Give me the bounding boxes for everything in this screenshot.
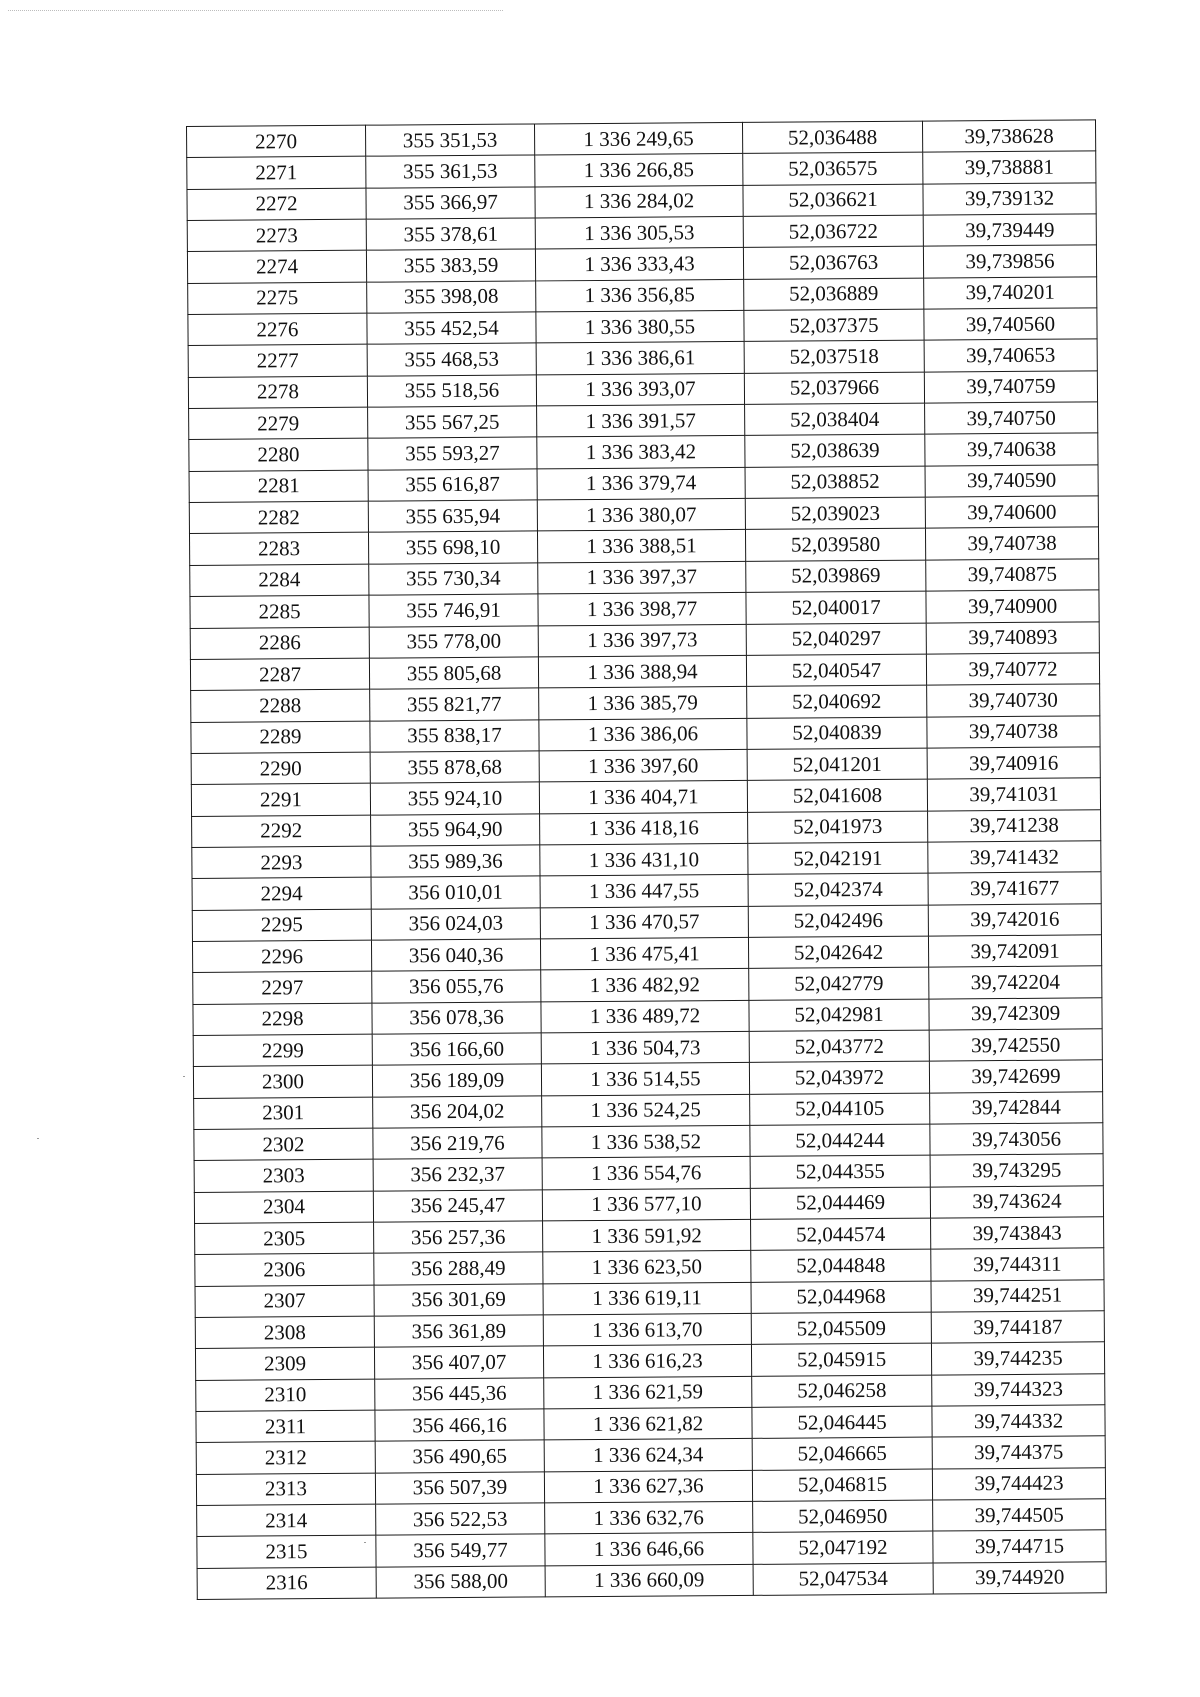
y-coordinate-cell: 1 336 397,37 (538, 561, 746, 594)
x-coordinate-cell: 356 024,03 (371, 908, 540, 941)
latitude-cell: 52,038852 (745, 466, 925, 499)
point-number-cell: 2286 (190, 627, 369, 660)
y-coordinate-cell: 1 336 577,10 (542, 1188, 750, 1221)
longitude-cell: 39,744251 (931, 1280, 1104, 1313)
point-number-cell: 2303 (194, 1160, 373, 1193)
latitude-cell: 52,040297 (746, 623, 926, 656)
point-number-cell: 2291 (191, 783, 370, 816)
longitude-cell: 39,738628 (922, 120, 1095, 153)
latitude-cell: 52,046665 (752, 1438, 932, 1471)
x-coordinate-cell: 355 838,17 (370, 719, 539, 752)
longitude-cell: 39,741677 (928, 872, 1101, 905)
latitude-cell: 52,036763 (743, 246, 923, 279)
y-coordinate-cell: 1 336 627,36 (544, 1470, 752, 1503)
point-number-cell: 2293 (192, 846, 371, 879)
latitude-cell: 52,038404 (745, 403, 925, 436)
scan-header-artifact (8, 10, 503, 11)
longitude-cell: 39,744423 (932, 1468, 1105, 1501)
latitude-cell: 52,045509 (751, 1312, 931, 1345)
latitude-cell: 52,046950 (753, 1500, 933, 1533)
x-coordinate-cell: 356 466,16 (375, 1409, 544, 1442)
latitude-cell: 52,042496 (748, 905, 928, 938)
x-coordinate-cell: 356 055,76 (372, 970, 541, 1003)
latitude-cell: 52,036889 (744, 278, 924, 311)
x-coordinate-cell: 356 407,07 (374, 1346, 543, 1379)
x-coordinate-cell: 355 924,10 (370, 782, 539, 815)
latitude-cell: 52,042191 (748, 842, 928, 875)
point-number-cell: 2310 (196, 1379, 375, 1412)
point-number-cell: 2302 (194, 1128, 373, 1161)
point-number-cell: 2301 (194, 1097, 373, 1130)
y-coordinate-cell: 1 336 660,09 (545, 1564, 753, 1597)
y-coordinate-cell: 1 336 524,25 (542, 1094, 750, 1127)
y-coordinate-cell: 1 336 398,77 (538, 593, 746, 626)
longitude-cell: 39,742844 (930, 1091, 1103, 1124)
longitude-cell: 39,742016 (928, 903, 1101, 936)
x-coordinate-cell: 355 635,94 (368, 500, 537, 533)
y-coordinate-cell: 1 336 504,73 (541, 1031, 749, 1064)
latitude-cell: 52,039580 (745, 529, 925, 562)
longitude-cell: 39,738881 (923, 151, 1096, 184)
x-coordinate-cell: 355 361,53 (366, 155, 535, 188)
longitude-cell: 39,744323 (932, 1374, 1105, 1407)
longitude-cell: 39,743843 (931, 1217, 1104, 1250)
point-number-cell: 2290 (191, 752, 370, 785)
point-number-cell: 2314 (197, 1504, 376, 1537)
x-coordinate-cell: 355 593,27 (368, 437, 537, 470)
latitude-cell: 52,044105 (750, 1093, 930, 1126)
x-coordinate-cell: 356 490,65 (375, 1440, 544, 1473)
longitude-cell: 39,740638 (925, 433, 1098, 466)
x-coordinate-cell: 355 366,97 (366, 187, 535, 220)
y-coordinate-cell: 1 336 284,02 (535, 185, 743, 218)
point-number-cell: 2299 (193, 1034, 372, 1067)
latitude-cell: 52,040547 (746, 654, 926, 687)
point-number-cell: 2282 (189, 501, 368, 534)
latitude-cell: 52,041608 (747, 779, 927, 812)
coordinates-table (186, 119, 1107, 1600)
point-number-cell: 2278 (188, 376, 367, 409)
latitude-cell: 52,041973 (748, 811, 928, 844)
longitude-cell: 39,740759 (924, 371, 1097, 404)
longitude-cell: 39,744332 (932, 1405, 1105, 1438)
x-coordinate-cell: 355 730,34 (369, 563, 538, 596)
x-coordinate-cell: 355 989,36 (371, 845, 540, 878)
x-coordinate-cell: 356 301,69 (374, 1284, 543, 1317)
y-coordinate-cell: 1 336 249,65 (534, 122, 742, 155)
y-coordinate-cell: 1 336 623,50 (543, 1251, 751, 1284)
point-number-cell: 2316 (197, 1567, 376, 1600)
x-coordinate-cell: 356 010,01 (371, 876, 540, 909)
y-coordinate-cell: 1 336 632,76 (545, 1502, 753, 1535)
point-number-cell: 2306 (195, 1254, 374, 1287)
longitude-cell: 39,740750 (925, 402, 1098, 435)
latitude-cell: 52,047192 (753, 1532, 933, 1565)
x-coordinate-cell: 356 232,37 (373, 1158, 542, 1191)
point-number-cell: 2296 (192, 940, 371, 973)
longitude-cell: 39,740600 (925, 496, 1098, 529)
y-coordinate-cell: 1 336 266,85 (535, 154, 743, 187)
latitude-cell: 52,042779 (749, 967, 929, 1000)
x-coordinate-cell: 355 778,00 (369, 625, 538, 658)
y-coordinate-cell: 1 336 404,71 (539, 781, 747, 814)
y-coordinate-cell: 1 336 475,41 (540, 937, 748, 970)
point-number-cell: 2288 (191, 689, 370, 722)
longitude-cell: 39,743624 (930, 1185, 1103, 1218)
longitude-cell: 39,740590 (925, 465, 1098, 498)
x-coordinate-cell: 355 567,25 (368, 406, 537, 439)
point-number-cell: 2279 (189, 407, 368, 440)
latitude-cell: 52,046445 (752, 1406, 932, 1439)
longitude-cell: 39,740900 (926, 590, 1099, 623)
x-coordinate-cell: 356 219,76 (373, 1127, 542, 1160)
point-number-cell: 2295 (192, 909, 371, 942)
x-coordinate-cell: 355 746,91 (369, 594, 538, 627)
point-number-cell: 2284 (190, 564, 369, 597)
latitude-cell: 52,044574 (751, 1218, 931, 1251)
latitude-cell: 52,038639 (745, 435, 925, 468)
table-row (197, 1562, 1106, 1600)
y-coordinate-cell: 1 336 514,55 (541, 1063, 749, 1096)
point-number-cell: 2315 (197, 1536, 376, 1569)
y-coordinate-cell: 1 336 646,66 (545, 1533, 753, 1566)
y-coordinate-cell: 1 336 489,72 (541, 1000, 749, 1033)
x-coordinate-cell: 355 351,53 (365, 124, 534, 157)
longitude-cell: 39,743056 (930, 1123, 1103, 1156)
y-coordinate-cell: 1 336 616,23 (543, 1345, 751, 1378)
y-coordinate-cell: 1 336 591,92 (543, 1219, 751, 1252)
y-coordinate-cell: 1 336 482,92 (541, 969, 749, 1002)
longitude-cell: 39,740875 (926, 559, 1099, 592)
point-number-cell: 2292 (192, 815, 371, 848)
scan-speck (37, 1138, 39, 1139)
longitude-cell: 39,744235 (931, 1342, 1104, 1375)
x-coordinate-cell: 356 189,09 (372, 1064, 541, 1097)
point-number-cell: 2277 (188, 345, 367, 378)
y-coordinate-cell: 1 336 554,76 (542, 1157, 750, 1190)
latitude-cell: 52,044848 (751, 1249, 931, 1282)
point-number-cell: 2276 (188, 313, 367, 346)
longitude-cell: 39,741238 (928, 809, 1101, 842)
coordinates-table-body (187, 120, 1107, 1600)
point-number-cell: 2283 (189, 533, 368, 566)
x-coordinate-cell: 356 166,60 (372, 1033, 541, 1066)
y-coordinate-cell: 1 336 447,55 (540, 875, 748, 908)
longitude-cell: 39,739449 (923, 214, 1096, 247)
x-coordinate-cell: 355 698,10 (368, 531, 537, 564)
y-coordinate-cell: 1 336 380,55 (536, 310, 744, 343)
longitude-cell: 39,740201 (924, 277, 1097, 310)
x-coordinate-cell: 356 549,77 (376, 1534, 545, 1567)
y-coordinate-cell: 1 336 391,57 (537, 405, 745, 438)
point-number-cell: 2309 (195, 1348, 374, 1381)
latitude-cell: 52,042642 (748, 936, 928, 969)
latitude-cell: 52,044469 (750, 1187, 930, 1220)
longitude-cell: 39,740916 (927, 747, 1100, 780)
y-coordinate-cell: 1 336 393,07 (536, 373, 744, 406)
y-coordinate-cell: 1 336 624,34 (544, 1439, 752, 1472)
latitude-cell: 52,046815 (752, 1469, 932, 1502)
longitude-cell: 39,740772 (926, 653, 1099, 686)
longitude-cell: 39,740653 (924, 339, 1097, 372)
x-coordinate-cell: 356 445,36 (375, 1378, 544, 1411)
y-coordinate-cell: 1 336 621,59 (544, 1376, 752, 1409)
longitude-cell: 39,742204 (929, 966, 1102, 999)
longitude-cell: 39,740738 (927, 715, 1100, 748)
y-coordinate-cell: 1 336 613,70 (543, 1313, 751, 1346)
point-number-cell: 2270 (187, 125, 366, 158)
point-number-cell: 2280 (189, 439, 368, 472)
longitude-cell: 39,741432 (928, 841, 1101, 874)
x-coordinate-cell: 355 821,77 (370, 688, 539, 721)
longitude-cell: 39,739132 (923, 183, 1096, 216)
x-coordinate-cell: 355 805,68 (369, 657, 538, 690)
longitude-cell: 39,744375 (932, 1436, 1105, 1469)
latitude-cell: 52,041201 (747, 748, 927, 781)
latitude-cell: 52,040017 (746, 591, 926, 624)
y-coordinate-cell: 1 336 383,42 (537, 436, 745, 469)
y-coordinate-cell: 1 336 305,53 (535, 216, 743, 249)
y-coordinate-cell: 1 336 397,73 (538, 624, 746, 657)
point-number-cell: 2300 (193, 1065, 372, 1098)
y-coordinate-cell: 1 336 538,52 (542, 1125, 750, 1158)
y-coordinate-cell: 1 336 470,57 (540, 906, 748, 939)
latitude-cell: 52,036621 (743, 184, 923, 217)
latitude-cell: 52,039023 (745, 497, 925, 530)
x-coordinate-cell: 355 518,56 (367, 375, 536, 408)
latitude-cell: 52,039869 (746, 560, 926, 593)
longitude-cell: 39,741031 (927, 778, 1100, 811)
latitude-cell: 52,043972 (749, 1061, 929, 1094)
y-coordinate-cell: 1 336 431,10 (540, 843, 748, 876)
latitude-cell: 52,044968 (751, 1281, 931, 1314)
latitude-cell: 52,044244 (750, 1124, 930, 1157)
latitude-cell: 52,040692 (747, 685, 927, 718)
x-coordinate-cell: 355 452,54 (367, 312, 536, 345)
y-coordinate-cell: 1 336 397,60 (539, 749, 747, 782)
x-coordinate-cell: 356 588,00 (376, 1566, 545, 1599)
point-number-cell: 2304 (194, 1191, 373, 1224)
x-coordinate-cell: 356 507,39 (375, 1472, 544, 1505)
latitude-cell: 52,037518 (744, 341, 924, 374)
point-number-cell: 2294 (192, 877, 371, 910)
y-coordinate-cell: 1 336 379,74 (537, 467, 745, 500)
longitude-cell: 39,744920 (933, 1562, 1106, 1595)
point-number-cell: 2313 (196, 1473, 375, 1506)
latitude-cell: 52,037375 (744, 309, 924, 342)
point-number-cell: 2312 (196, 1442, 375, 1475)
x-coordinate-cell: 356 522,53 (376, 1503, 545, 1536)
latitude-cell: 52,046258 (752, 1375, 932, 1408)
point-number-cell: 2308 (195, 1316, 374, 1349)
x-coordinate-cell: 356 257,36 (374, 1221, 543, 1254)
longitude-cell: 39,744715 (933, 1530, 1106, 1563)
y-coordinate-cell: 1 336 388,51 (537, 530, 745, 563)
point-number-cell: 2274 (187, 251, 366, 284)
point-number-cell: 2287 (190, 658, 369, 691)
scan-speck (183, 1076, 185, 1077)
longitude-cell: 39,740738 (925, 527, 1098, 560)
point-number-cell: 2297 (193, 971, 372, 1004)
longitude-cell: 39,740560 (924, 308, 1097, 341)
y-coordinate-cell: 1 336 386,06 (539, 718, 747, 751)
y-coordinate-cell: 1 336 386,61 (536, 342, 744, 375)
point-number-cell: 2273 (187, 219, 366, 252)
point-number-cell: 2285 (190, 595, 369, 628)
latitude-cell: 52,044355 (750, 1155, 930, 1188)
latitude-cell: 52,036575 (743, 152, 923, 185)
point-number-cell: 2272 (187, 188, 366, 221)
longitude-cell: 39,742091 (928, 935, 1101, 968)
longitude-cell: 39,739856 (923, 245, 1096, 278)
longitude-cell: 39,740893 (926, 621, 1099, 654)
x-coordinate-cell: 356 078,36 (372, 1002, 541, 1035)
y-coordinate-cell: 1 336 380,07 (537, 499, 745, 532)
y-coordinate-cell: 1 336 388,94 (538, 655, 746, 688)
latitude-cell: 52,047534 (753, 1563, 933, 1596)
x-coordinate-cell: 356 288,49 (374, 1252, 543, 1285)
y-coordinate-cell: 1 336 333,43 (535, 248, 743, 281)
point-number-cell: 2307 (195, 1285, 374, 1318)
longitude-cell: 39,744187 (931, 1311, 1104, 1344)
x-coordinate-cell: 355 616,87 (368, 469, 537, 502)
y-coordinate-cell: 1 336 385,79 (539, 687, 747, 720)
point-number-cell: 2298 (193, 1003, 372, 1036)
x-coordinate-cell: 355 468,53 (367, 343, 536, 376)
x-coordinate-cell: 356 204,02 (373, 1096, 542, 1129)
longitude-cell: 39,742699 (929, 1060, 1102, 1093)
longitude-cell: 39,742550 (929, 1029, 1102, 1062)
latitude-cell: 52,036488 (742, 121, 922, 154)
latitude-cell: 52,037966 (744, 372, 924, 405)
coordinates-table-container (186, 119, 1107, 1600)
x-coordinate-cell: 356 361,89 (374, 1315, 543, 1348)
longitude-cell: 39,743295 (930, 1154, 1103, 1187)
x-coordinate-cell: 355 878,68 (370, 751, 539, 784)
y-coordinate-cell: 1 336 619,11 (543, 1282, 751, 1315)
latitude-cell: 52,043772 (749, 1030, 929, 1063)
x-coordinate-cell: 356 040,36 (371, 939, 540, 972)
point-number-cell: 2275 (188, 282, 367, 315)
x-coordinate-cell: 355 383,59 (366, 249, 535, 282)
longitude-cell: 39,744505 (933, 1499, 1106, 1532)
longitude-cell: 39,740730 (927, 684, 1100, 717)
x-coordinate-cell: 355 378,61 (366, 218, 535, 251)
point-number-cell: 2281 (189, 470, 368, 503)
longitude-cell: 39,742309 (929, 997, 1102, 1030)
point-number-cell: 2311 (196, 1410, 375, 1443)
latitude-cell: 52,036722 (743, 215, 923, 248)
latitude-cell: 52,042981 (749, 999, 929, 1032)
x-coordinate-cell: 356 245,47 (373, 1190, 542, 1223)
y-coordinate-cell: 1 336 418,16 (540, 812, 748, 845)
longitude-cell: 39,744311 (931, 1248, 1104, 1281)
latitude-cell: 52,045915 (751, 1343, 931, 1376)
latitude-cell: 52,040839 (747, 717, 927, 750)
y-coordinate-cell: 1 336 621,82 (544, 1407, 752, 1440)
point-number-cell: 2271 (187, 157, 366, 190)
point-number-cell: 2305 (195, 1222, 374, 1255)
point-number-cell: 2289 (191, 721, 370, 754)
y-coordinate-cell: 1 336 356,85 (536, 279, 744, 312)
x-coordinate-cell: 355 398,08 (367, 281, 536, 314)
latitude-cell: 52,042374 (748, 873, 928, 906)
x-coordinate-cell: 355 964,90 (371, 813, 540, 846)
